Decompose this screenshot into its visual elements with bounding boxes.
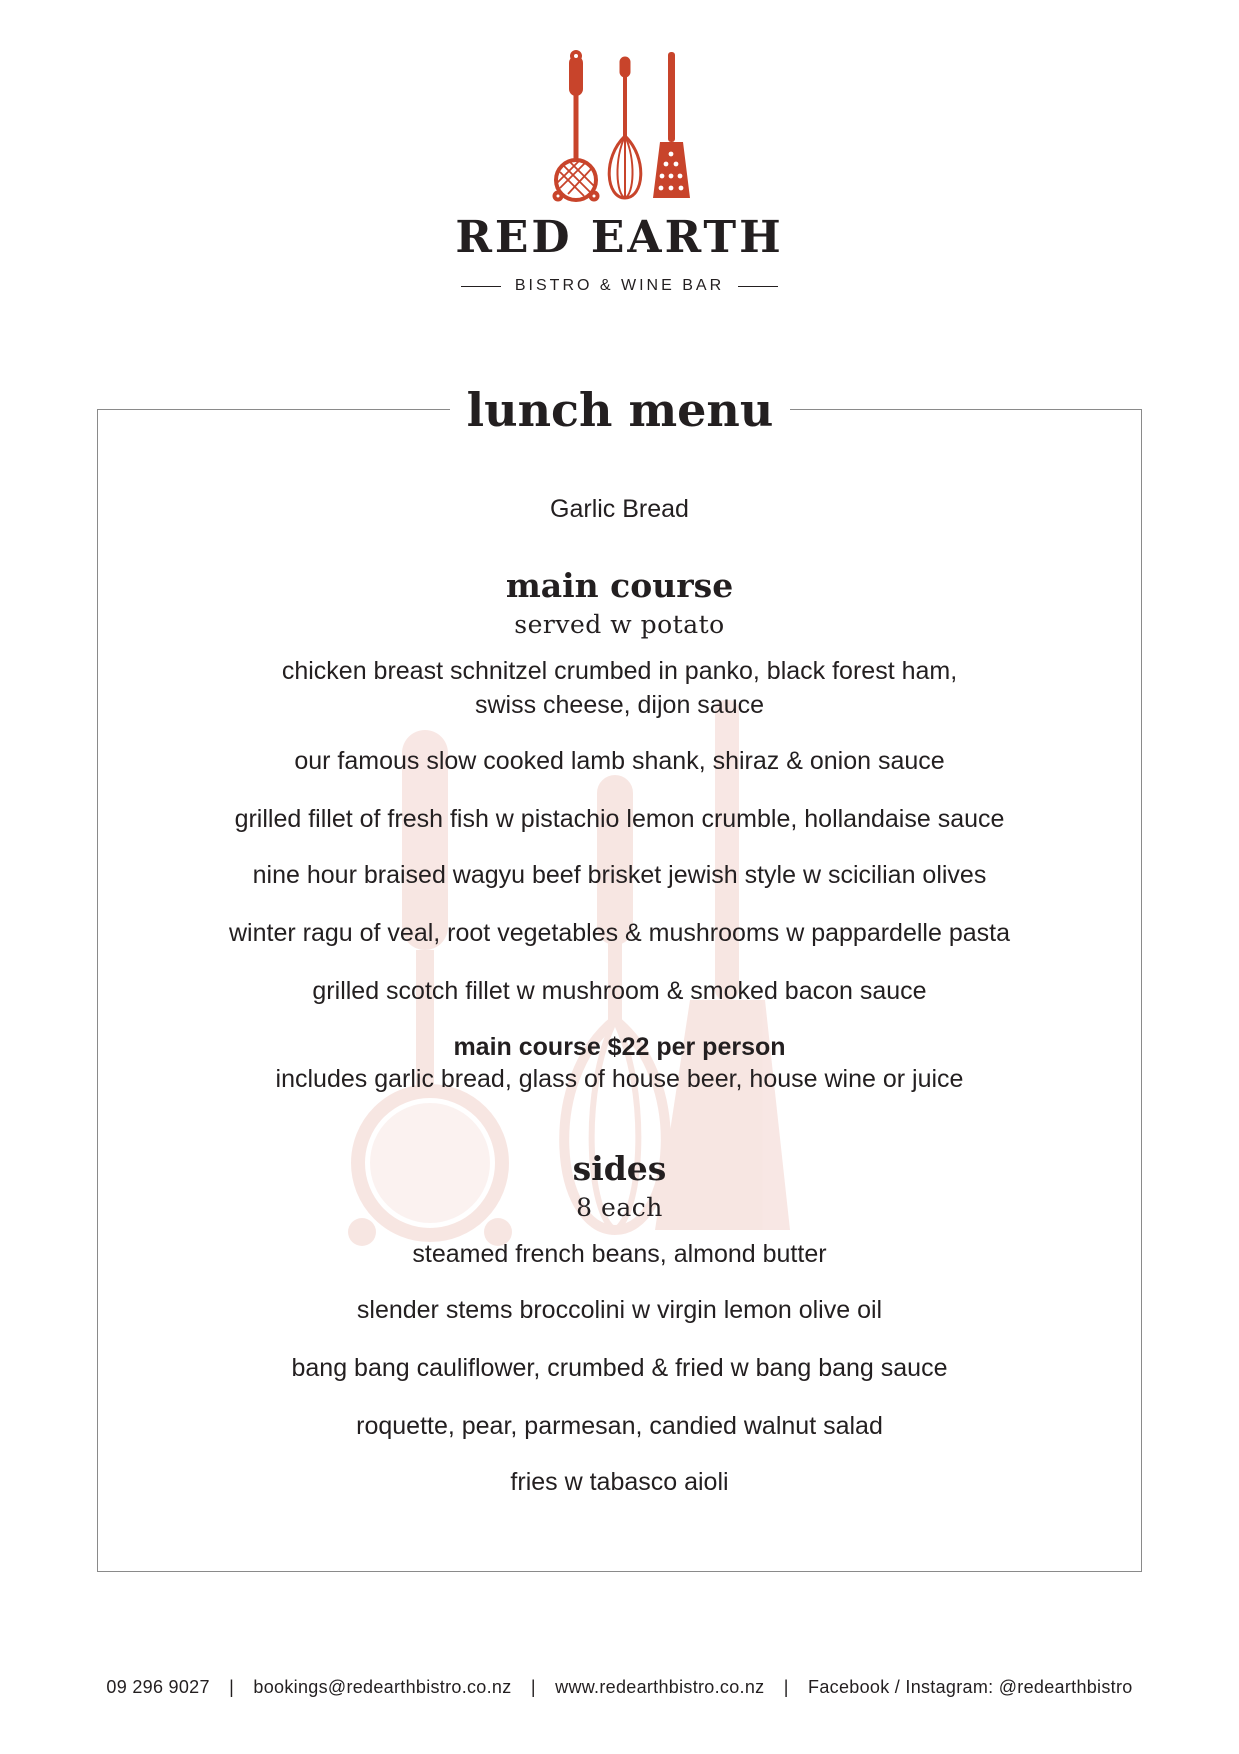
main-course-subtitle: served w potato: [514, 610, 725, 639]
subtitle-rule-right: [738, 286, 778, 287]
sieve-icon: [555, 52, 598, 200]
sides-item: slender stems broccolini w virgin lemon olive oil: [356, 1296, 883, 1324]
logo-utensils-icon: [520, 48, 720, 208]
main-course-includes: includes garlic bread, glass of house beer, house wine or juice: [275, 1065, 964, 1093]
footer-separator: |: [783, 1677, 789, 1697]
brand-subtitle: [0, 276, 1239, 296]
footer-separator: |: [229, 1677, 235, 1697]
sides-item: bang bang cauliflower, crumbed & fried w bang bang sauce: [291, 1354, 948, 1382]
main-course-item: grilled fillet of fresh fish w pistachio lemon crumble, hollandaise sauce: [234, 805, 1005, 833]
main-course-item: grilled scotch fillet w mushroom & smoked bacon sauce: [312, 977, 927, 1005]
footer-website-link[interactable]: www.redearthbistro.co.nz: [555, 1677, 765, 1697]
main-course-item: chicken breast schnitzel crumbed in panko, black forest ham,: [281, 657, 958, 685]
sides-item: steamed french beans, almond butter: [412, 1240, 827, 1268]
whisk-icon: [609, 58, 641, 198]
footer-phone: 09 296 9027: [106, 1677, 210, 1697]
footer-social-link[interactable]: Facebook / Instagram: @redearthbistro: [808, 1677, 1133, 1697]
footer-email-link[interactable]: bookings@redearthbistro.co.nz: [253, 1677, 512, 1697]
main-course-item: our famous slow cooked lamb shank, shiraz & onion sauce: [294, 747, 945, 775]
sides-item: fries w tabasco aioli: [510, 1468, 729, 1496]
starter-item: Garlic Bread: [550, 495, 689, 523]
footer-contact: [0, 1676, 1239, 1698]
main-course-price: main course $22 per person: [453, 1033, 786, 1061]
brand-name: RED EARTH: [455, 212, 784, 263]
footer-separator: |: [530, 1677, 536, 1697]
sides-item: roquette, pear, parmesan, candied walnut salad: [356, 1412, 883, 1440]
sides-subtitle: 8 each: [576, 1193, 663, 1222]
main-course-item: winter ragu of veal, root vegetables & mushrooms w pappardelle pasta: [229, 919, 1010, 947]
main-course-item: swiss cheese, dijon sauce: [474, 691, 765, 719]
subtitle-rule-left: [461, 286, 501, 287]
spatula-icon: [653, 52, 690, 198]
sides-title: sides: [572, 1149, 667, 1188]
main-course-title: main course: [505, 566, 734, 605]
brand-subtitle-text: BISTRO & WINE BAR: [514, 277, 725, 294]
main-course-item: nine hour braised wagyu beef brisket jewish style w scicilian olives: [252, 861, 987, 889]
menu-title: lunch menu: [450, 382, 790, 438]
